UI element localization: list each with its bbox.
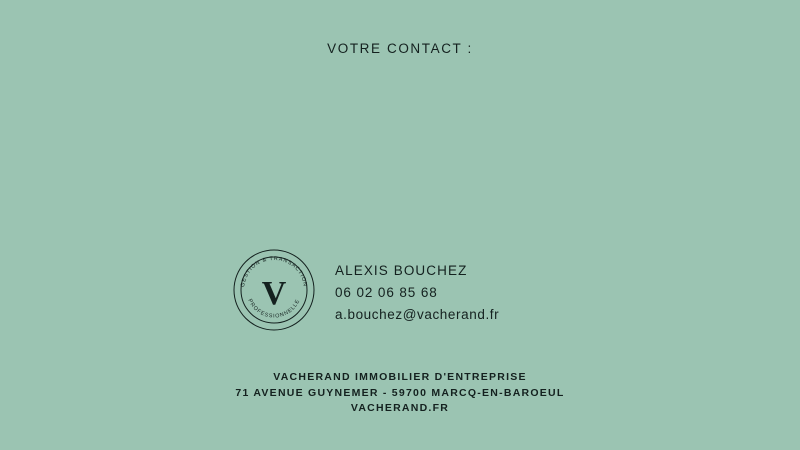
footer-company: VACHERAND IMMOBILIER D'ENTREPRISE — [273, 371, 527, 383]
svg-text:PROFESSIONNELLE: PROFESSIONNELLE — [246, 298, 302, 320]
contact-email[interactable]: a.bouchez@vacherand.fr — [335, 307, 500, 322]
svg-text:GESTION & TRANSACTION: GESTION & TRANSACTION — [240, 255, 308, 288]
footer-website[interactable]: VACHERAND.FR — [350, 402, 450, 414]
contact-details — [335, 248, 499, 326]
contact-block — [232, 248, 499, 332]
vacherand-logo — [232, 248, 316, 332]
svg-text:V: V — [261, 275, 287, 312]
contact-phone[interactable]: 06 02 06 85 68 — [335, 285, 438, 300]
logo-svg — [232, 248, 316, 332]
footer-address: 71 AVENUE GUYNEMER - 59700 MARCQ-EN-BAROEUL — [235, 386, 565, 399]
footer — [0, 370, 800, 417]
contact-name: ALEXIS BOUCHEZ — [335, 263, 468, 278]
page-title: VOTRE CONTACT : — [327, 41, 473, 56]
